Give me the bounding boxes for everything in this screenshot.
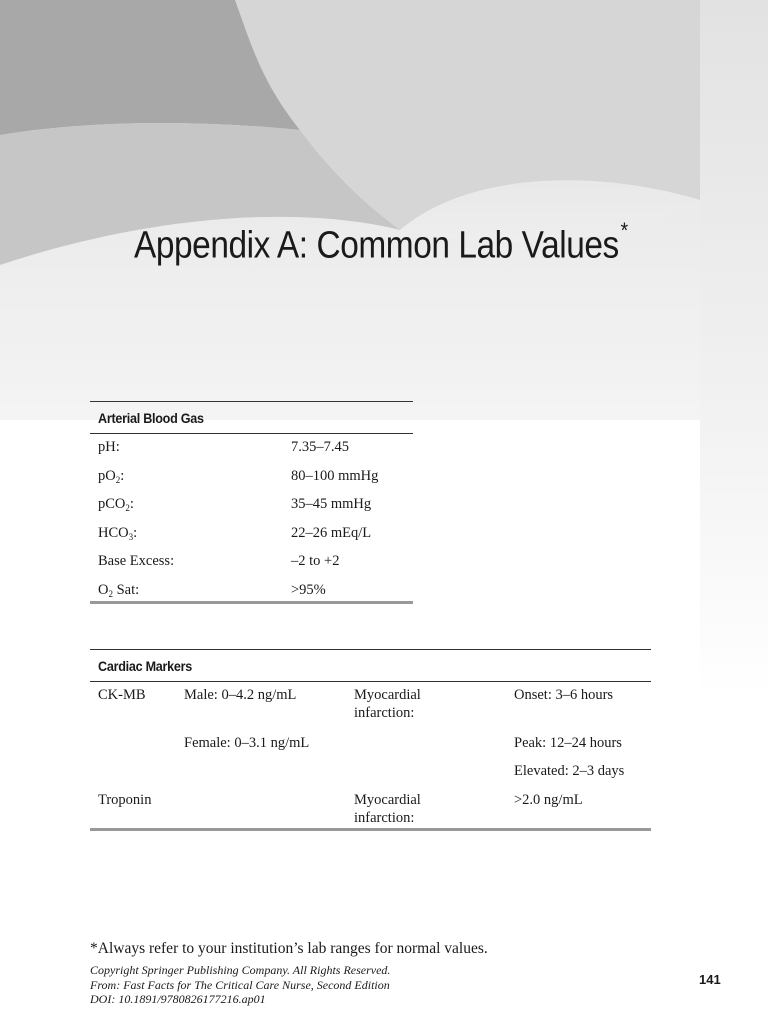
troponin-marker-name: Troponin — [98, 792, 152, 808]
table-row — [90, 464, 413, 493]
table-row — [90, 578, 413, 607]
ckmb-condition: Myocardial infarction: — [354, 687, 421, 721]
row-value: –2 to +2 — [291, 553, 340, 569]
troponin-condition: Myocardial infarction: — [354, 792, 421, 826]
table-row — [90, 521, 413, 550]
row-label: $pO_2$: — [98, 467, 125, 485]
page-title-footnote-marker: * — [620, 218, 628, 243]
row-label: pCO$_2$: — [98, 496, 134, 513]
row-label: $HCO_3$: — [98, 524, 138, 542]
table-heading — [90, 649, 651, 682]
ckmb-marker-name: CK-MB — [98, 687, 146, 703]
row-label: Base Excess: — [98, 553, 175, 569]
copyright-notice — [90, 963, 390, 1007]
ckmb-elevated: Elevated: 2–3 days — [514, 763, 625, 779]
table-row — [90, 435, 413, 464]
copyright-line: Copyright Springer Publishing Company. All Rights Reserved. — [90, 963, 391, 977]
table-row — [90, 549, 413, 578]
page-title-text: Appendix A: Common Lab Values — [134, 224, 619, 267]
doi-line: DOI: 10.1891/9780826177216.ap01 — [90, 992, 266, 1006]
ckmb-peak: Peak: 12–24 hours — [514, 735, 622, 751]
table-heading — [90, 401, 413, 434]
footnote: *Always refer to your institution’s lab ranges for normal values. — [90, 940, 488, 957]
cardiac-markers-table — [90, 649, 651, 831]
row-value: 7.35–7.45 — [291, 439, 349, 455]
table-row — [90, 492, 413, 521]
source-line: From: Fast Facts for The Critical Care Nurse, Second Edition — [90, 977, 390, 992]
table-body — [90, 434, 413, 604]
page-number: 141 — [699, 972, 721, 987]
row-label: pH: — [98, 439, 120, 455]
arterial-blood-gas-table — [90, 401, 413, 604]
ckmb-onset: Onset: 3–6 hours — [514, 687, 614, 703]
row-value: 80–100 mmHg — [291, 467, 379, 484]
row-value: 22–26 mEq/L — [291, 524, 372, 541]
ckmb-male-range: Male: 0–4.2 ng/mL — [184, 687, 297, 703]
row-value: >95% — [291, 581, 326, 598]
table-body — [90, 682, 651, 831]
ckmb-female-range: Female: 0–3.1 ng/mL — [184, 735, 310, 751]
table-heading-text: Cardiac Markers — [98, 658, 193, 674]
table-heading-text: Arterial Blood Gas — [98, 410, 204, 426]
row-label: $O_2$ Sat: — [98, 581, 140, 599]
troponin-value: >2.0 ng/mL — [514, 792, 583, 808]
row-value: 35–45 mmHg — [291, 496, 372, 512]
page-title — [134, 218, 628, 268]
